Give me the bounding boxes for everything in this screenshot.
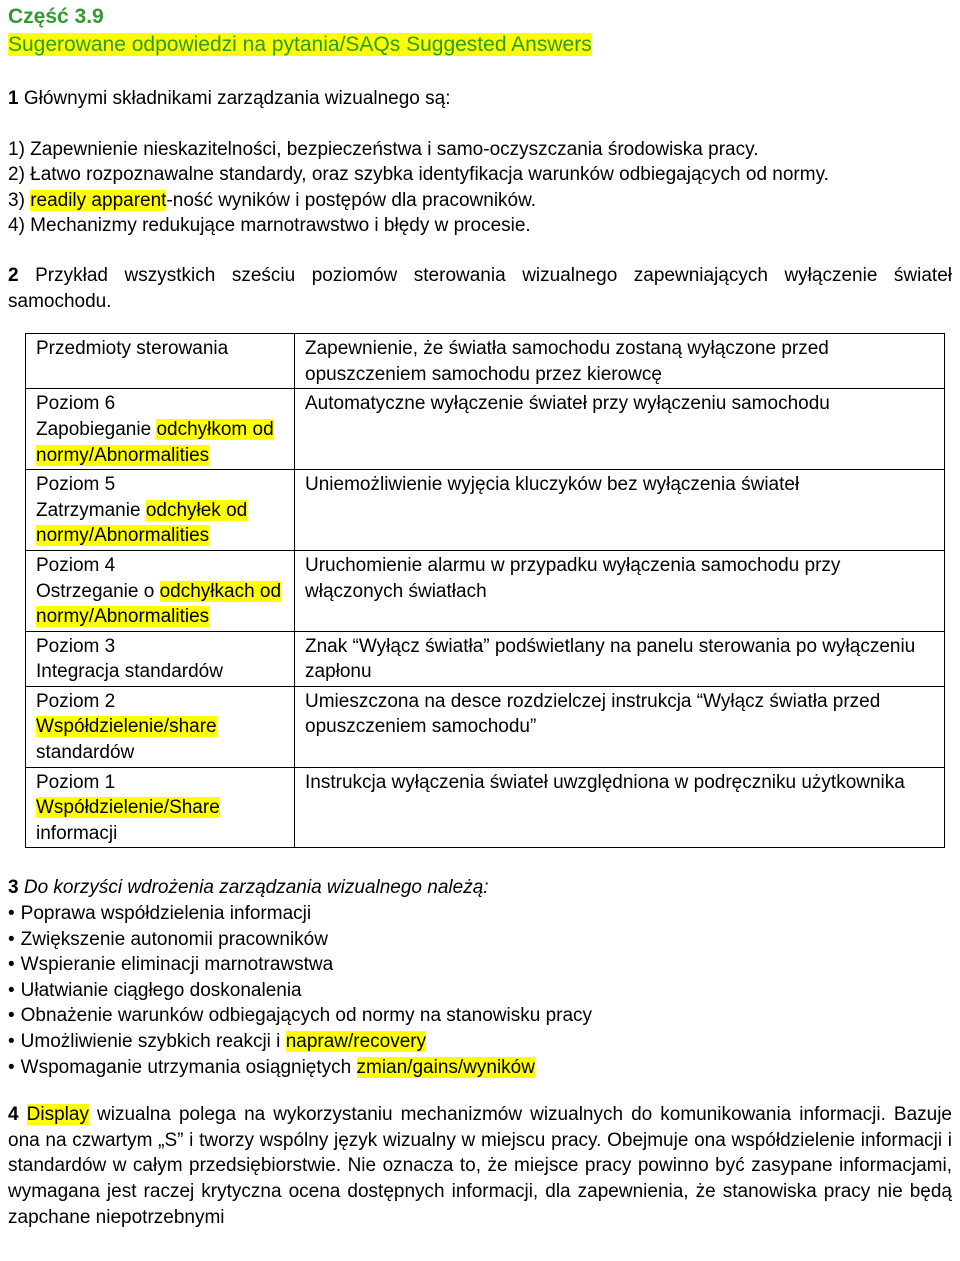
level-desc-pre: Zapobieganie [36,418,157,440]
level-label: Poziom 1 [36,771,116,793]
level-cell [26,631,295,686]
level-description [36,714,284,765]
question-4-text: wizualna polega na wykorzystaniu mechanizmów wizualnych do komunikowania informacji. Bazuje ona na czwartym „S” i tworzy wspólny język wizualny w miejscu pracy. Obejmuje ona współdzielenie informacji i standardów w całym przedsiębiorstwie. Nie oznacza to, że miejsce pracy powinno być zasypane informacjami, wymagana jest raczej krytyczna ocena dostępnych informacji, dla zapewnienia, że stanowiska pracy nie będą zapchane niepotrzebnymi [8,1104,953,1228]
table-row [26,470,945,551]
answer-3 [8,188,952,214]
list-item-text: Wspomaganie utrzymania osiągniętych [20,1056,357,1078]
question-1-number: 1 [8,88,19,109]
question-1 [8,86,952,112]
level-desc-highlight: odchyłek od normy/Abnormalities [36,499,248,547]
answer-2: 2) Łatwo rozpoznawalne standardy, oraz szybka identyfikacja warunków odbiegających od normy. [8,164,829,186]
question-4-number: 4 [8,1104,19,1126]
table-row [26,631,945,686]
list-item-text: Umożliwienie szybkich reakcji i [20,1031,286,1052]
benefits-list [8,901,952,1080]
level-label: Poziom 2 [36,690,116,712]
level-description [36,795,284,846]
table-row [26,550,945,631]
list-item [8,1055,952,1081]
part-heading [8,4,952,30]
control-levels-table [25,333,945,848]
list-item-highlight: napraw/recovery [285,1031,427,1052]
level-desc-pre: Ostrzeganie o [36,580,160,602]
list-item: • Zwiększenie autonomii pracowników [8,927,952,953]
level-desc-highlight: Współdzielenie/share [36,716,217,738]
list-item-highlight: zmian/gains/wyników [356,1056,535,1078]
level-desc-post: informacji [36,822,118,844]
list-item: • Wspieranie eliminacji marnotrawstwa [8,952,952,978]
level-desc-post: standardów [36,742,135,764]
example-cell: Uruchomienie alarmu w przypadku wyłączenia samochodu przy włączonych światłach [295,550,945,631]
list-item: • Obnażenie warunków odbiegających od normy na stanowisku pracy [8,1003,952,1029]
document-page [8,0,952,1230]
question-2-number: 2 [8,264,19,286]
level-label: Poziom 4 [36,554,116,576]
question-1-answers [8,137,952,239]
list-item [8,1029,952,1055]
question-4 [8,1102,952,1230]
level-desc-pre: Integracja standardów [36,661,223,683]
part-label: Część 3.9 [8,5,104,28]
example-cell: Uniemożliwienie wyjęcia kluczyków bez wyłączenia świateł [295,470,945,551]
level-description [36,498,284,549]
level-label: Poziom 6 [36,393,116,415]
level-cell [26,470,295,551]
table-header-left: Przedmioty sterowania [26,334,295,389]
level-desc-highlight: Współdzielenie/Share [36,797,220,819]
answer-3-suffix: -ność wyników i postępów dla pracowników. [166,189,537,211]
level-description [36,659,284,685]
example-cell: Umieszczona na desce rozdzielczej instrukcja “Wyłącz światła przed opuszczeniem samochodu” [295,686,945,767]
list-item: • Ułatwianie ciągłego doskonalenia [8,978,952,1004]
answer-3-highlight: readily apparent [30,189,167,211]
table-row [26,686,945,767]
table-header-right: Zapewnienie, że światła samochodu zostaną wyłączone przed opuszczeniem samochodu przez kierowcę [295,334,945,389]
question-3-number: 3 [8,877,19,899]
example-cell: Automatyczne wyłączenie świateł przy wyłączeniu samochodu [295,389,945,470]
subtitle-text: Sugerowane odpowiedzi na pytania/SAQs Suggested Answers [8,33,592,56]
level-desc-highlight: odchyłkach od normy/Abnormalities [36,580,282,628]
level-cell [26,550,295,631]
list-item: • Poprawa współdzielenia informacji [8,901,952,927]
question-3 [8,875,952,901]
question-3-text: Do korzyści wdrożenia zarządzania wizualnego należą: [18,877,489,899]
level-label: Poziom 5 [36,474,116,496]
example-cell: Instrukcja wyłączenia świateł uwzględniona w podręczniku użytkownika [295,767,945,848]
answer-1: 1) Zapewnienie nieskazitelności, bezpieczeństwa i samo-oczyszczania środowiska pracy. [8,138,759,160]
question-2-text: Przykład wszystkich sześciu poziomów sterowania wizualnego zapewniających wyłączenie świateł samochodu. [8,264,952,312]
question-2 [8,263,952,314]
level-cell [26,389,295,470]
table-row [26,389,945,470]
level-cell [26,767,295,848]
question-4-keyword: Display [26,1104,89,1126]
answer-3-prefix: 3) [8,189,31,211]
question-1-text: Głównymi składnikami zarządzania wizualnego są: [18,88,451,109]
level-label: Poziom 3 [36,635,116,657]
level-description [36,579,284,630]
table-header-row [26,334,945,389]
answer-4: 4) Mechanizmy redukujące marnotrawstwo i błędy w procesie. [8,215,531,237]
example-cell: Znak “Wyłącz światła” podświetlany na panelu sterowania po wyłączeniu zapłonu [295,631,945,686]
table-row [26,767,945,848]
level-desc-pre: Zatrzymanie [36,499,146,521]
level-description [36,417,284,468]
level-desc-highlight: odchyłkom od normy/Abnormalities [36,418,274,466]
section-subtitle [8,30,952,60]
level-cell [26,686,295,767]
